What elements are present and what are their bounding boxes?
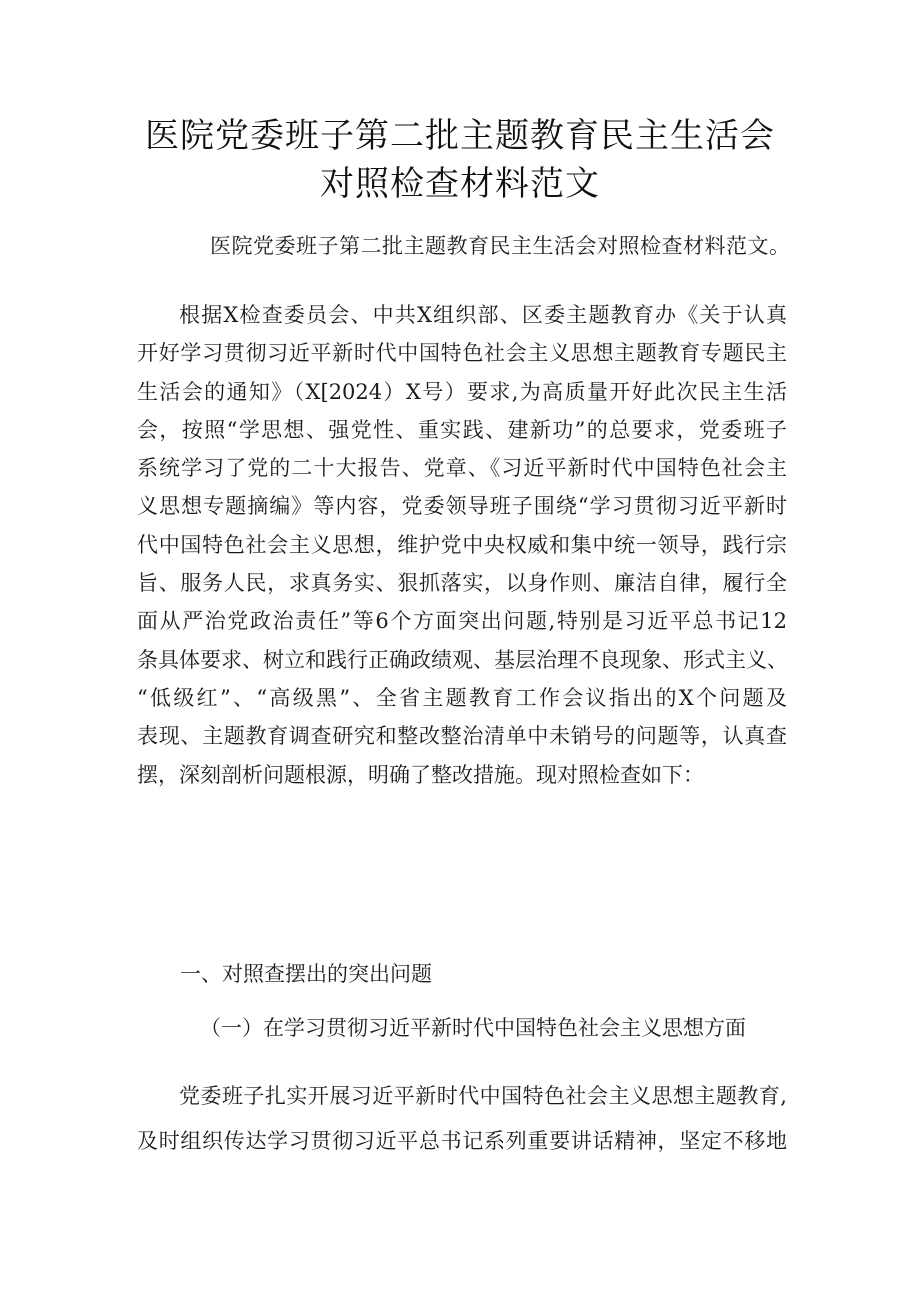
paragraph-line: 表现、主题教育调查研究和整改整治清单中未销号的问题等，认真查 bbox=[137, 724, 787, 749]
body-paragraph-1 bbox=[137, 296, 787, 794]
paragraph-line: 摆，深刻剖析问题根源，明确了整改措施。现对照检查如下： bbox=[137, 762, 704, 787]
paragraph-line: 系统学习了党的二十大报告、党章、《习近平新时代中国特色社会主 bbox=[137, 456, 787, 481]
paragraph-line: 面从严治党政治责任”等6个方面突出问题,特别是习近平总书记12 bbox=[137, 609, 787, 634]
paragraph-line: 条具体要求、树立和践行正确政绩观、基层治理不良现象、形式主义、 bbox=[137, 647, 788, 672]
paragraph-line: 党委班子扎实开展习近平新时代中国特色社会主义思想主题教育, bbox=[179, 1084, 787, 1108]
paragraph-line: “低级红”、“高级黑”、全省主题教育工作会议指出的X个问题及 bbox=[137, 685, 787, 710]
document-title-line-2: 对照检查材料范文 bbox=[320, 164, 600, 204]
paragraph-line: 根据X检查委员会、中共X组织部、区委主题教育办《关于认真 bbox=[179, 303, 787, 327]
paragraph-line: 开好学习贯彻习近平新时代中国特色社会主义思想主题教育专题民主 bbox=[137, 341, 787, 366]
section-heading-1: 一、对照查摆出的突出问题 bbox=[180, 962, 432, 986]
paragraph-line: 代中国特色社会主义思想，维护党中央权威和集中统一领导，践行宗 bbox=[137, 532, 787, 557]
paragraph-line: 会，按照“学思想、强党性、重实践、建新功”的总要求，党委班子 bbox=[137, 417, 787, 442]
lead-sentence: 医院党委班子第二批主题教育民主生活会对照检查材料范文。 bbox=[210, 234, 791, 258]
document-title-line-1: 医院党委班子第二批主题教育民主生活会 bbox=[145, 116, 775, 156]
subsection-heading-1: （一）在学习贯彻习近平新时代中国特色社会主义思想方面 bbox=[200, 1016, 746, 1040]
paragraph-line: 及时组织传达学习贯彻习近平总书记系列重要讲话精神，坚定不移地 bbox=[137, 1129, 787, 1153]
paragraph-line: 旨、服务人民，求真务实、狠抓落实，以身作则、廉洁自律，履行全 bbox=[137, 571, 787, 596]
paragraph-line: 义思想专题摘编》等内容，党委领导班子围绕“学习贯彻习近平新时 bbox=[137, 494, 787, 519]
body-paragraph-2 bbox=[137, 1074, 787, 1164]
paragraph-line: 生活会的通知》（X[2024）X号）要求,为高质量开好此次民主生活 bbox=[137, 379, 787, 404]
